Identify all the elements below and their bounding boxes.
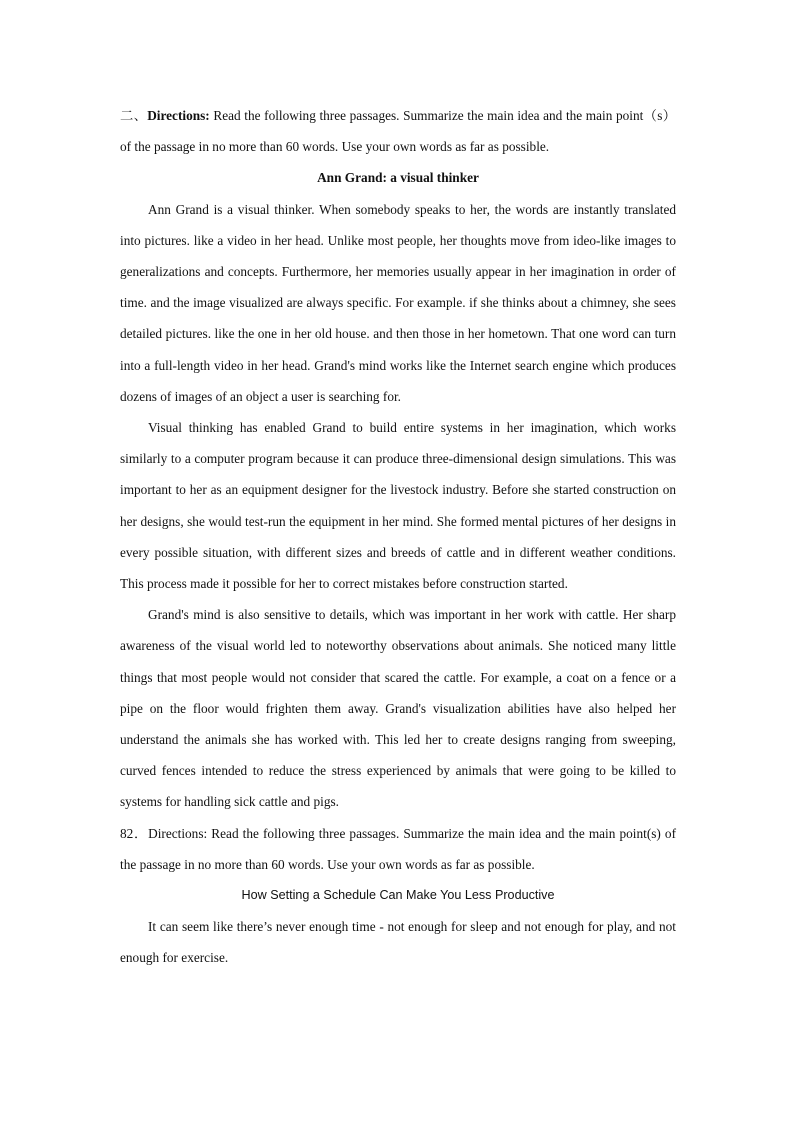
passage2-title: How Setting a Schedule Can Make You Less Productive — [241, 888, 555, 903]
section1-directions-text: Read the following three passages. Summarize the main idea and the main point（s） of the passage in no more than 60 words. Use your own words as far as possible. — [120, 108, 676, 155]
document-page — [120, 100, 676, 974]
passage1-title: Ann Grand: a visual thinker — [317, 170, 479, 186]
section2-directions — [120, 818, 676, 880]
directions-label: Directions: — [147, 108, 210, 123]
passage1-paragraph-2: Visual thinking has enabled Grand to build entire systems in her imagination, which works similarly to a computer program because it can produce three-dimensional design simulations. This was important to her as an equipment designer for the livestock industry. Before she started construction on her designs, she would test-run the equipment in her mind. She formed mental pictures of her designs in every possible situation, with different sizes and breeds of cattle and in different weather conditions. This process made it possible for her to correct mistakes before construction started. — [120, 420, 676, 592]
section1-directions — [120, 100, 676, 162]
passage2-paragraph-1: It can seem like there’s never enough time - not enough for sleep and not enough for play, and not enough for exercise. — [120, 919, 676, 966]
question-number: 82． — [120, 825, 149, 841]
section2-directions-text: Directions: Read the following three passages. Summarize the main idea and the main point(s) of the passage in no more than 60 words. Use your own words as far as possible. — [120, 825, 677, 872]
passage1-paragraph-1: Ann Grand is a visual thinker. When somebody speaks to her, the words are instantly translated into pictures. like a video in her head. Unlike most people, her thoughts move from ideo-like images to generalizations and concepts. Furthermore, her memories usually appear in her imagination in order of time. and the image visualized are always specific. For example. if she thinks about a chimney, she sees detailed pictures. like the one in her old house. and then those in her hometown. That one word can turn into a full-length video in her head. Grand's mind works like the Internet search engine which produces dozens of images of an object a user is searching for. — [120, 201, 676, 404]
section1-marker: 二、 — [120, 108, 148, 123]
passage1-paragraph-3: Grand's mind is also sensitive to details, which was important in her work with cattle. Her sharp awareness of the visual world led to noteworthy observations about animals. She noticed many little things that most people would not consider that scared the cattle. For example, a coat on a fence or a pipe on the floor would frighten them away. Grand's visualization abilities have also helped her understand the animals she has worked with. This led her to create designs ranging from sweeping, curved fences intended to reduce the stress experienced by animals that were going to be killed to systems for handling sick cattle and pigs. — [120, 607, 676, 810]
